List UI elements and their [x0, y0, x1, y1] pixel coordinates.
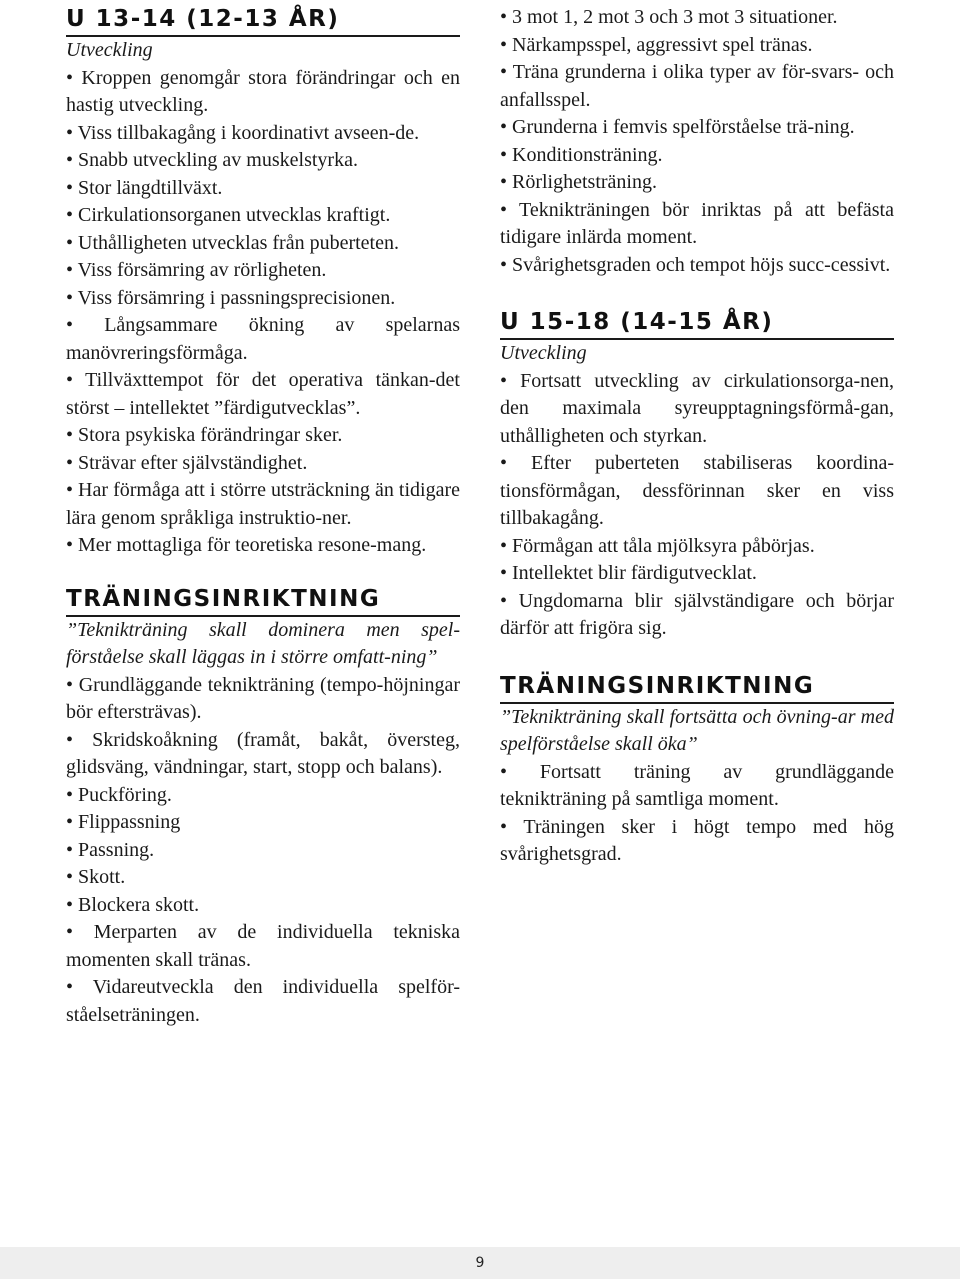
- list-item: • Vidareutveckla den individuella spelför-ståelseträningen.: [66, 976, 460, 1026]
- right-column: [500, 4, 894, 869]
- list-item: • Träningen sker i högt tempo med hög svårighetsgrad.: [500, 815, 894, 865]
- list-item: • Kroppen genomgår stora förändringar och en hastig utveckling.: [66, 66, 460, 116]
- list-item: • Snabb utveckling av muskelstyrka.: [66, 149, 358, 171]
- list-item: • Efter puberteten stabiliseras koordina-tionsförmågan, dessförinnan sker en viss tillbakagång.: [500, 452, 894, 529]
- development-list: [500, 368, 894, 643]
- section-heading-u13-14: U 13-14 (12-13 ÅR): [66, 6, 460, 37]
- list-item: • Viss tillbakagång i koordinativt avseen-de.: [66, 121, 420, 144]
- subheading-utveckling: Utveckling: [500, 342, 587, 364]
- list-item: • Viss försämring i passningsprecisionen.: [66, 286, 396, 309]
- list-item: • Ungdomarna blir självständigare och börjar därför att frigöra sig.: [500, 589, 894, 639]
- training-quote: ”Teknikträning skall fortsätta och övning-ar med spelförståelse skall öka”: [500, 705, 894, 755]
- list-item: • Skridskoåkning (framåt, bakåt, översteg, glidsväng, vändningar, start, stopp och balans).: [66, 728, 460, 778]
- list-item: • Närkampsspel, aggressivt spel tränas.: [500, 33, 813, 56]
- training-list: [66, 672, 460, 1030]
- list-item: • Passning.: [66, 838, 155, 861]
- list-item: • Förmågan att tåla mjölksyra påbörjas.: [500, 534, 815, 557]
- list-item: • Mer mottagliga för teoretiska resone-mang.: [66, 534, 427, 556]
- list-item: • Stora psykiska förändringar sker.: [66, 424, 343, 446]
- list-item: • Teknikträningen bör inriktas på att befästa tidigare inlärda moment.: [500, 198, 894, 248]
- list-item: • Merparten av de individuella tekniska momenten skall tränas.: [66, 921, 460, 971]
- section-heading-traningsinriktning: TRÄNINGSINRIKTNING: [500, 673, 894, 704]
- list-item: • Stor längdtillväxt.: [66, 176, 223, 199]
- list-item: • Konditionsträning.: [500, 143, 663, 166]
- list-item: • Tillväxttempot för det operativa tänkan-det störst – intellektet ”färdigutvecklas”.: [66, 369, 460, 419]
- training-quote: ”Teknikträning skall dominera men spel-förståelse skall läggas in i större omfatt-ning”: [66, 618, 460, 668]
- list-item: • Rörlighetsträning.: [500, 171, 657, 193]
- list-item: • Blockera skott.: [66, 893, 200, 916]
- list-item: • Träna grunderna i olika typer av för-svars- och anfallsspel.: [500, 61, 894, 111]
- list-item: • Flippassning: [66, 811, 181, 833]
- training-list: [500, 759, 894, 869]
- list-item: • Långsammare ökning av spelarnas manövreringsförmåga.: [66, 314, 460, 364]
- list-item: • Har förmåga att i större utsträckning än tidigare lära genom språkliga instruktio-ner.: [66, 479, 460, 529]
- left-column: [66, 6, 460, 1029]
- list-item: • 3 mot 1, 2 mot 3 och 3 mot 3 situationer.: [500, 6, 838, 28]
- page-number: 9: [475, 1255, 485, 1271]
- list-item: • Grundläggande teknikträning (tempo-höjningar bör eftersträvas).: [66, 673, 460, 723]
- list-item: • Skott.: [66, 866, 126, 888]
- list-item: • Grunderna i femvis spelförståelse trä-ning.: [500, 116, 855, 138]
- subheading-utveckling: Utveckling: [66, 39, 153, 61]
- section-heading-u15-18: U 15-18 (14-15 ÅR): [500, 309, 894, 340]
- list-item: • Svårighetsgraden och tempot höjs succ-cessivt.: [500, 253, 891, 276]
- development-list: [66, 65, 460, 560]
- list-item: • Viss försämring av rörligheten.: [66, 259, 327, 281]
- list-item: • Cirkulationsorganen utvecklas kraftigt.: [66, 204, 391, 226]
- continued-training-list: [500, 4, 894, 279]
- section-heading-traningsinriktning: TRÄNINGSINRIKTNING: [66, 586, 460, 617]
- list-item: • Uthålligheten utvecklas från puberteten.: [66, 231, 399, 254]
- list-item: • Intellektet blir färdigutvecklat.: [500, 562, 757, 584]
- list-item: • Puckföring.: [66, 783, 172, 806]
- list-item: • Fortsatt träning av grundläggande teknikträning på samtliga moment.: [500, 760, 894, 810]
- list-item: • Fortsatt utveckling av cirkulationsorga-nen, den maximala syreupptagningsförmå-gan, uthålligheten och styrkan.: [500, 369, 894, 447]
- list-item: • Strävar efter självständighet.: [66, 451, 308, 474]
